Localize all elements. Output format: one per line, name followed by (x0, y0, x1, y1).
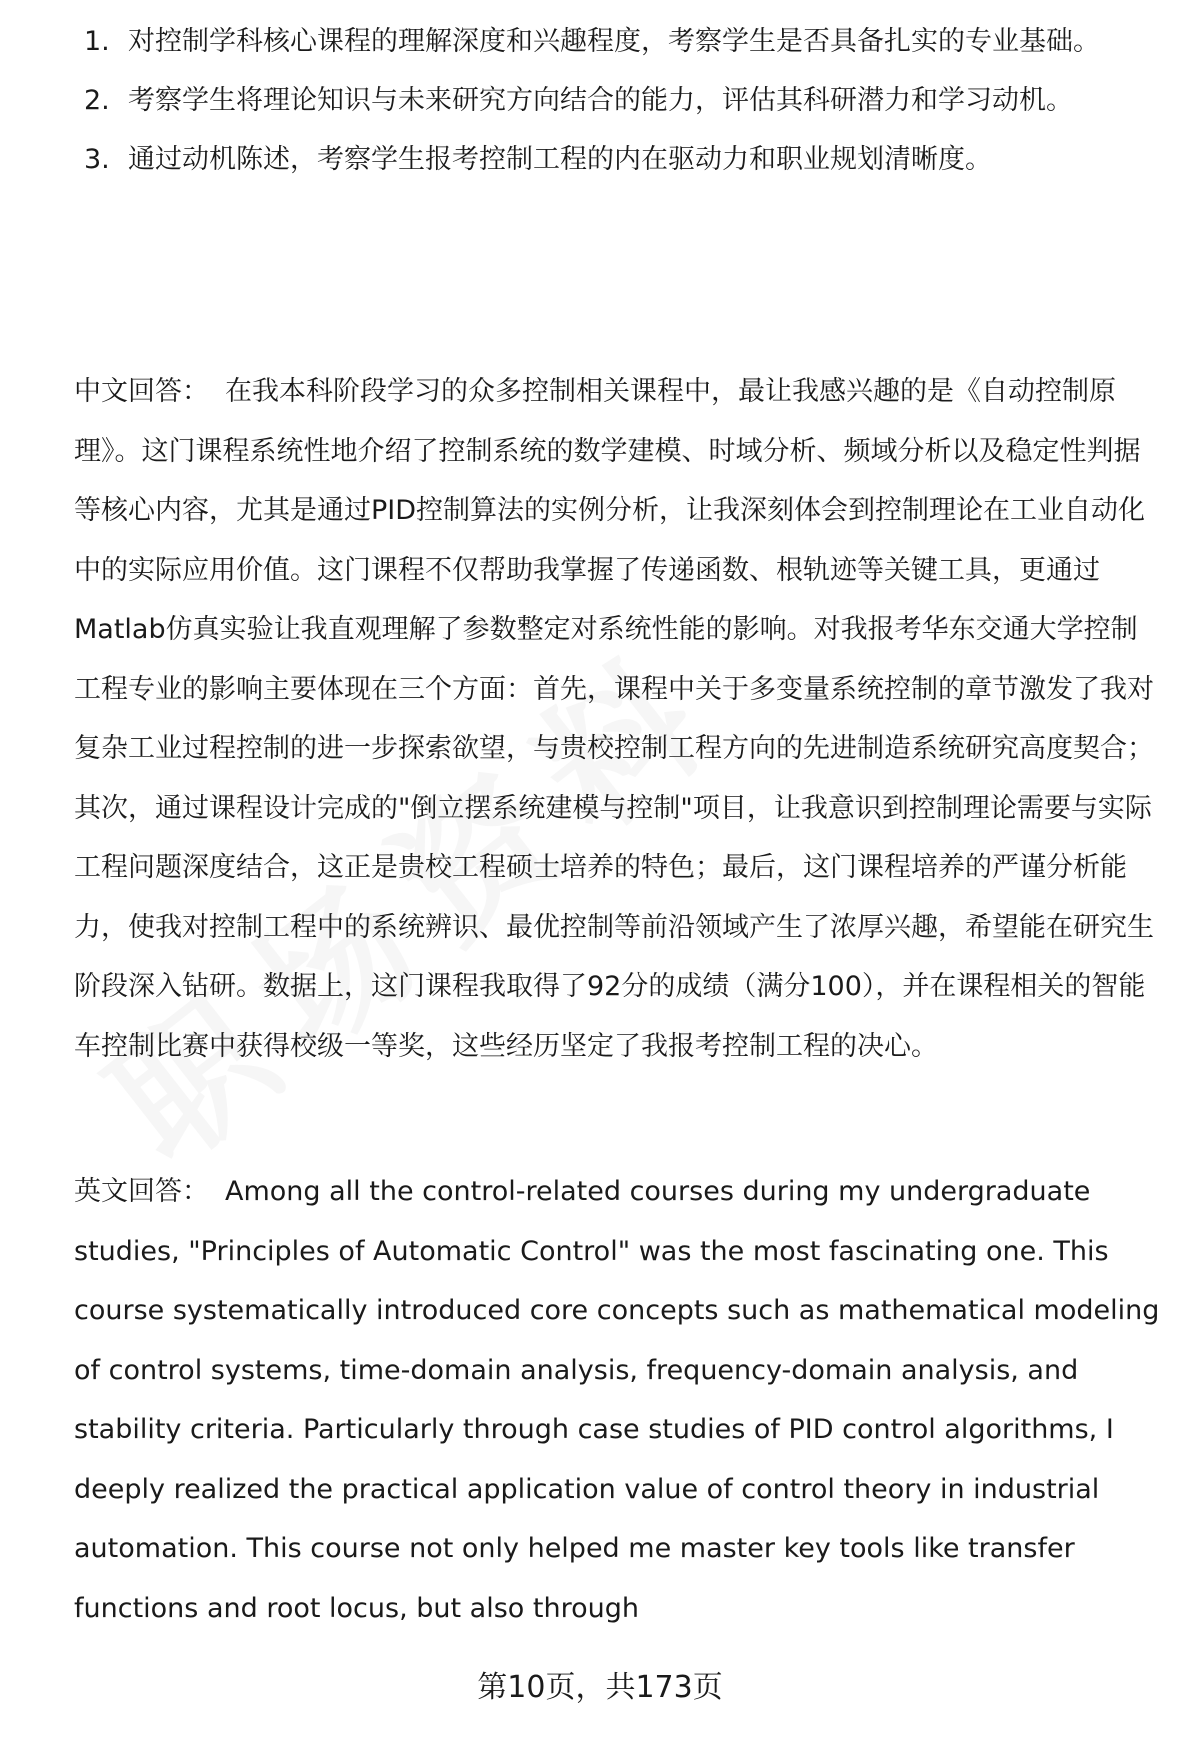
english-answer-text: Among all the control-related courses during my undergraduate studies, "Principles of Automatic Control" was the most fascinating one. This course systematically introduced core concepts such as mathematical modeling of control systems, time-domain analysis, frequency-domain analysis, and stability criteria. Particularly through case studies of PID control algorithms, I deeply realized the practical application value of control theory in industrial automation. This course not only helped me master key tools like transfer functions and root locus, but also through (74, 1176, 1160, 1624)
english-answer-label: 英文回答： (74, 1176, 209, 1207)
assessment-points-list (84, 26, 1144, 189)
page-number-footer: 第10页，共173页 (477, 1670, 723, 1705)
list-item (84, 71, 1144, 130)
list-item-text: 通过动机陈述，考察学生报考控制工程的内在驱动力和职业规划清晰度。 (128, 144, 992, 175)
chinese-answer-label: 中文回答： (74, 376, 209, 407)
list-item-text: 对控制学科核心课程的理解深度和兴趣程度，考察学生是否具备扎实的专业基础。 (128, 26, 1100, 57)
list-item-number: 2. (84, 85, 110, 116)
chinese-answer-paragraph (74, 362, 1164, 1076)
list-item-number: 1. (84, 26, 110, 57)
list-item (84, 130, 1144, 189)
english-answer-paragraph (74, 1162, 1164, 1638)
chinese-answer-text: 在我本科阶段学习的众多控制相关课程中，最让我感兴趣的是《自动控制原理》。这门课程系统性地介绍了控制系统的数学建模、时域分析、频域分析以及稳定性判据等核心内容，尤其是通过PID控制算法的实例分析，让我深刻体会到控制理论在工业自动化中的实际应用价值。这门课程不仅帮助我掌握了传递函数、根轨迹等关键工具，更通过Matlab仿真实验让我直观理解了参数整定对系统性能的影响。对我报考华东交通大学控制工程专业的影响主要体现在三个方面：首先，课程中关于多变量系统控制的章节激发了我对复杂工业过程控制的进一步探索欲望，与贵校控制工程方向的先进制造系统研究高度契合；其次，通过课程设计完成的"倒立摆系统建模与控制"项目，让我意识到控制理论需要与实际工程问题深度结合，这正是贵校工程硕士培养的特色；最后，这门课程培养的严谨分析能力，使我对控制工程中的系统辨识、最优控制等前沿领域产生了浓厚兴趣，希望能在研究生阶段深入钻研。数据上，这门课程我取得了92分的成绩（满分100），并在课程相关的智能车控制比赛中获得校级一等奖，这些经历坚定了我报考控制工程的决心。 (74, 376, 1154, 1062)
list-item-text: 考察学生将理论知识与未来研究方向结合的能力，评估其科研潜力和学习动机。 (128, 85, 1073, 116)
list-item-number: 3. (84, 144, 110, 175)
list-item (84, 12, 1144, 71)
